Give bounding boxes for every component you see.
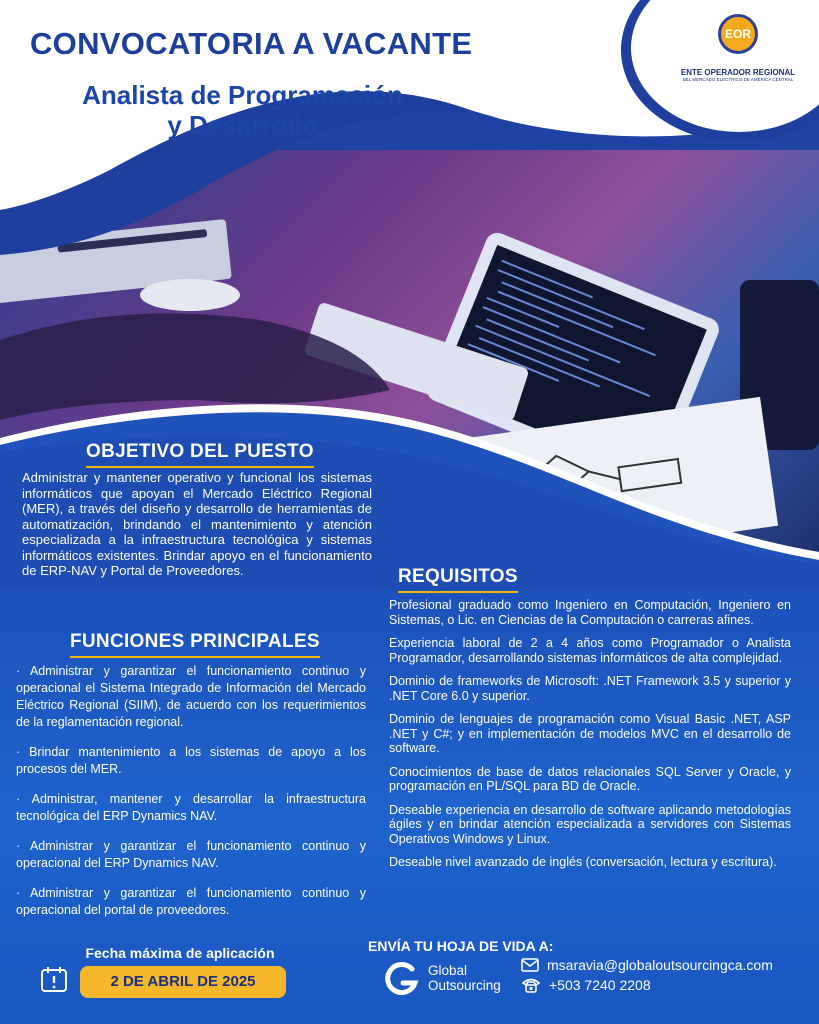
list-item: Dominio de lenguajes de programación como Visual Basic .NET, ASP .NET y C#; y en implementación de modelos MVC en el desarrollo de software.: [389, 712, 791, 755]
job-title: [20, 80, 465, 140]
deadline-label: Fecha máxima de aplicación: [85, 945, 275, 961]
brand-line2: Outsourcing: [428, 978, 501, 993]
eor-logo-tagline: DEL MERCADO ELÉCTRICO DE AMÉRICA CENTRAL: [682, 77, 794, 82]
list-item: · Administrar y garantizar el funcionamiento continuo y operacional del portal de proveedores.: [16, 886, 366, 917]
list-item: Conocimientos de base de datos relacionales SQL Server y Oracle, y programación en PL/SQL para BD de Oracle.: [389, 764, 791, 793]
list-item: Experiencia laboral de 2 a 4 años como Programador o Analista Programador, desarrollando sistemas informáticos de alta complejidad.: [389, 636, 791, 665]
objective-text: Administrar y mantener operativo y funcional los sistemas informáticos que apoyan el Mercado Eléctrico Regional (MER), a través del diseño y desarrollo de herramientas de automatización, brindando el mantenimiento y atención especializada a la infraestructura tecnológica y sistemas informáticos existentes. Brindar apoyo en el funcionamiento de ERP-NAV y Portal de Proveedores.: [22, 470, 372, 578]
list-item: · Brindar mantenimiento a los sistemas de apoyo a los procesos del MER.: [16, 745, 366, 776]
phone-number[interactable]: +503 7240 2208: [549, 977, 651, 993]
eor-logo-name: ENTE OPERADOR REGIONAL: [680, 68, 796, 77]
list-item: Dominio de frameworks de Microsoft: .NET Framework 3.5 y superior y .NET Core 6.0 y superior.: [389, 674, 791, 703]
functions-heading: FUNCIONES PRINCIPALES: [70, 631, 320, 658]
objective-heading: OBJETIVO DEL PUESTO: [86, 441, 314, 468]
job-title-line1: Analista de Programación: [82, 80, 403, 110]
eor-logo-mark: EOR: [718, 14, 758, 54]
list-item: · Administrar y garantizar el funcionamiento continuo y operacional el Sistema Integrado de Información del Mercado Eléctrico Regional (SIIM), de acuerdo con los requerimientos de la reglamentación regional.: [16, 664, 366, 729]
list-item: · Administrar, mantener y desarrollar la infraestructura tecnológica del ERP Dynamics NAV.: [16, 792, 366, 823]
brand-name: [428, 963, 501, 993]
page-title: CONVOCATORIA A VACANTE: [30, 26, 473, 61]
calendar-icon: [40, 965, 68, 993]
requirements-list: [389, 598, 791, 879]
send-cv-label: ENVÍA TU HOJA DE VIDA A:: [368, 938, 554, 954]
brand-line1: Global: [428, 963, 468, 978]
eor-logo: [664, 14, 812, 82]
functions-list: [16, 663, 366, 932]
phone-contact[interactable]: [521, 977, 651, 993]
email-address[interactable]: msaravia@globaloutsourcingca.com: [547, 957, 773, 973]
list-item: Deseable nivel avanzado de inglés (conversación, lectura y escritura).: [389, 855, 777, 869]
global-outsourcing-logo-icon: [382, 959, 422, 999]
email-contact[interactable]: [521, 957, 773, 973]
list-item: Deseable experiencia en desarrollo de software aplicando metodologías ágiles y en brindar atención especializada a servidores con Sistemas Operativos Windows y Linux.: [389, 802, 791, 846]
list-item: Profesional graduado como Ingeniero en Computación, Ingeniero en Sistemas, o Lic. en Ciencias de la Computación o carreras afines.: [389, 598, 791, 627]
requirements-heading: REQUISITOS: [398, 566, 518, 593]
job-title-line2: y Desarrollo: [167, 110, 318, 140]
email-icon: [521, 958, 539, 972]
phone-icon: [521, 977, 541, 993]
deadline-date: 2 DE ABRIL DE 2025: [80, 966, 286, 998]
list-item: · Administrar y garantizar el funcionamiento continuo y operacional del ERP Dynamics NAV.: [16, 839, 366, 870]
